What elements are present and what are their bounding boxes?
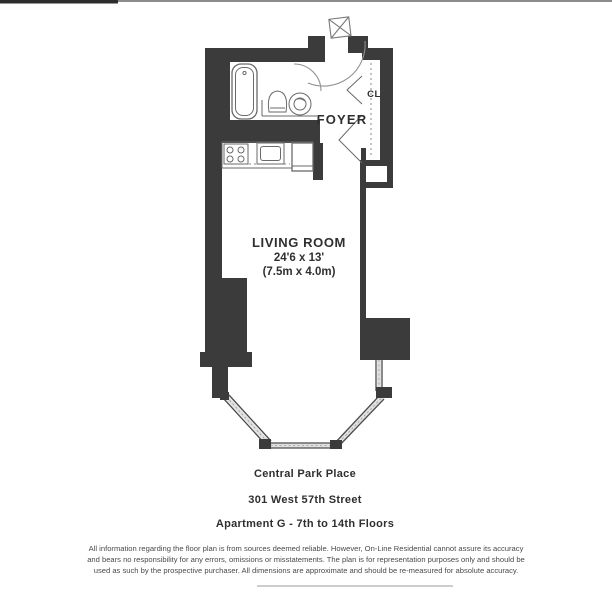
shaft-interior [366,166,387,182]
street-address: 301 West 57th Street [248,494,362,506]
bathtub [232,64,257,119]
kitchen-sink [257,143,284,164]
disclaimer-line-2: and bears no responsibility for any errors, omissions or misstatements. The plan is for representation purposes only and should be [87,555,525,564]
apartment-info: Apartment G - 7th to 14th Floors [215,518,395,530]
wall-left-tbar [200,352,252,367]
stove [224,144,248,164]
wall-left-middle [205,123,222,280]
window-mullion [330,440,342,449]
window-mullion [376,387,392,398]
window-segment-left-angled [224,395,271,445]
wall-closet-edge [361,148,366,162]
scan-edge-top [0,0,612,4]
wall-right-thin [360,188,366,318]
window-mullion [220,392,229,400]
living-room-dimensions-ft: 24'6 x 13' [273,252,325,264]
toilet [268,91,286,112]
foyer-label: FOYER [316,112,368,127]
kitchen-counter [222,142,313,171]
disclaimer-line-3: used as such by the prospective purchaser. All dimensions are approximate and should be re-measured for absolute accuracy. [93,566,519,575]
bathroom-sink [289,93,311,115]
window-segment-bottom [266,443,336,448]
scan-edge-segment [118,0,612,2]
disclaimer [87,544,525,586]
closet-label: CL [367,89,381,100]
scan-edge-segment [0,0,118,4]
living-room-dimensions-m: (7.5m x 4.0m) [262,266,336,278]
wall-right-block [360,318,410,360]
wall-left-pier [205,278,247,354]
wall-kitchen-right [313,143,323,180]
living-room-label: LIVING ROOM [252,235,346,250]
refrigerator [292,143,313,171]
wall-closet-right [380,48,393,169]
disclaimer-line-1: All information regarding the floor plan is from sources deemed reliable. However, On-Line Residential cannot assure its accuracy [88,544,524,553]
building-name: Central Park Place [253,468,357,480]
wall-left-upper [205,48,230,123]
wall-entry-left-jamb [308,36,325,62]
bathroom-fixtures [232,64,321,119]
bathroom-door-arc [294,64,321,91]
bay-windows [220,360,392,449]
window-segment-right-angled [334,395,384,447]
wall-bathroom-bottom [205,120,320,143]
bifold-door-upper [347,76,362,104]
entry-door-leaf [329,17,351,38]
window-mullion [259,439,271,449]
window-segment-right-vertical [376,360,382,391]
